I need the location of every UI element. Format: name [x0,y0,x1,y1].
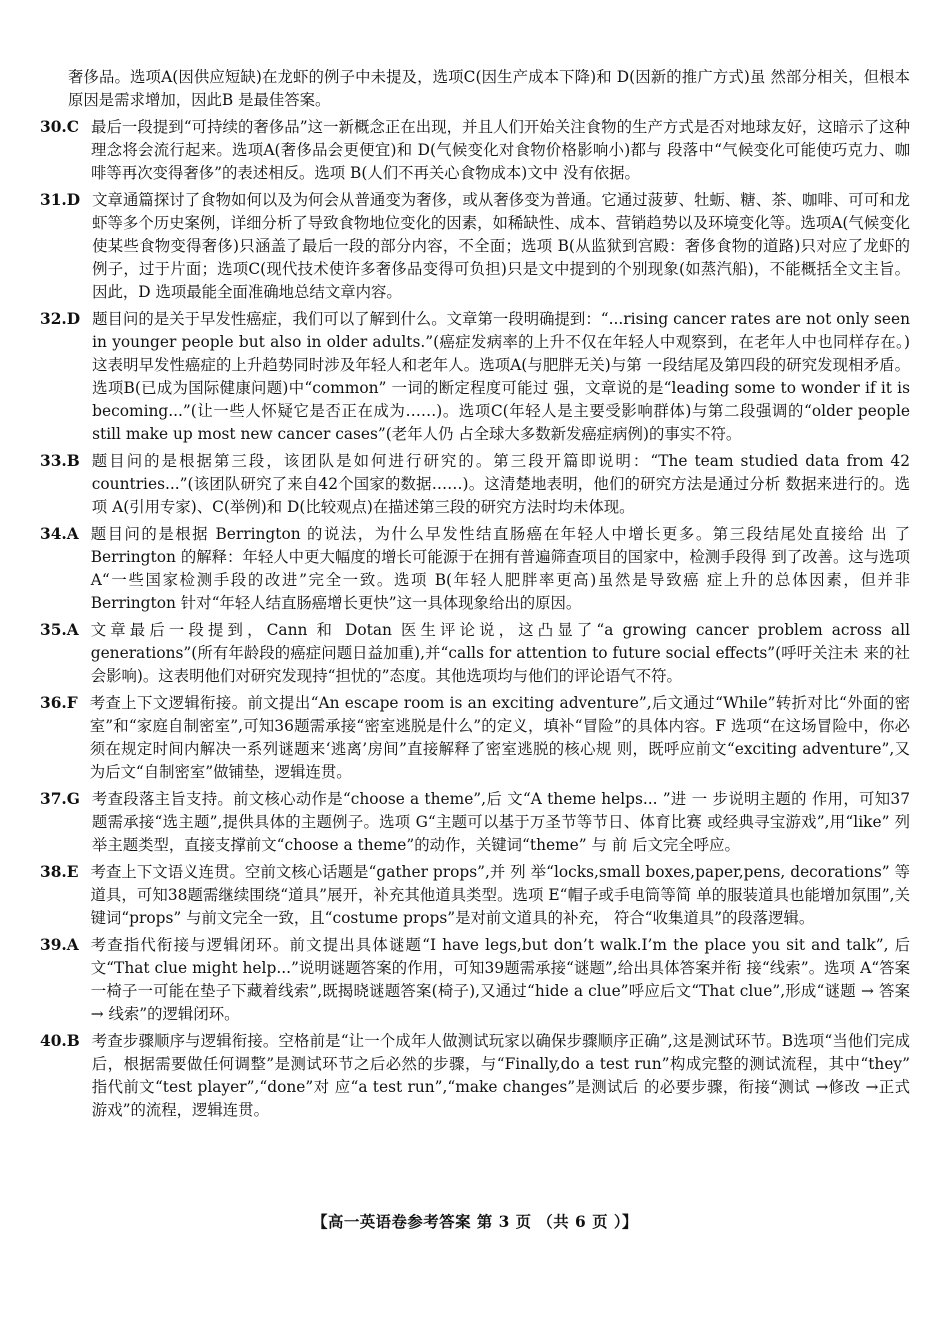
answer-number: 33.B [40,452,80,470]
answer-explanation: 最后一段提到“可持续的奢侈品”这一新概念正在出现，并且人们开始关注食物的生产方式是否对地球友好，这暗示了这种理念将会流行起来。选项A(奢侈品会更便宜)和 D(气候变化对食物价格影响小)都与 段落中“气候变化可能使巧克力、咖啡等再次变得奢侈”的表述相反。选项 B(人们不再关心食物成本)文中 没有依据。 [91,118,910,182]
answer-explanation: 题目问的是关于早发性癌症，我们可以了解到什么。文章第一段明确提到：“...rising cancer rates are not only seen in younger people but also in older adults.”(癌症发病率的上升不仅在年轻人中观察到，在老年人中也同样存在。)这表明早发性癌症的上升趋势同时涉及年轻人和老年人。选项A(与肥胖无关)与第 一段结尾及第四段的研究发现相矛盾。选项B(已成为国际健康问题)中“common” 一词的断定程度可能过 强，文章说的是“leading some to wonder if it is becoming...”(让一些人怀疑它是否正在成为……)。选项C(年轻人是主要受影响群体)与第二段强调的“older people still make up most new cancer cases”(老年人仍 占全球大多数新发癌症病例)的事实不符。 [92,310,910,443]
answer-item-40 [40,1030,910,1122]
answer-item-31 [40,189,910,304]
answer-explanation: 考查步骤顺序与逻辑衔接。空格前是“让一个成年人做测试玩家以确保步骤顺序正确”,这是测试环节。B选项“当他们完成后，根据需要做任何调整”是测试环节之后必然的步骤，与“Finally,do a test run”构成完整的测试流程，其中“they” 指代前文“test player”,“done”对 应“a test run”,“make changes”是测试后 的必要步骤，衔接“测试 →修改 →正式游戏”的流程，逻辑连贯。 [91,1032,910,1119]
answer-explanation: 考查上下文语义连贯。空前文核心话题是“gather props”,并 列 举“locks,small boxes,paper,pens, decorations” 等道具，可知38题需继续围绕“道具”展开，补充其他道具类型。选项 E“帽子或手电筒等简 单的服装道具也能增加氛围”,关键词“props” 与前文完全一致，且“costume props”是对前文道具的补充， 符合“收集道具”的段落逻辑。 [90,863,910,927]
answer-number: 30.C [40,118,80,136]
answer-number: 34.A [40,525,79,543]
answer-number: 37.G [40,790,80,808]
answer-number: 31.D [40,191,81,209]
answer-number: 32.D [40,310,81,328]
answer-explanation: 考查指代衔接与逻辑闭环。前文提出具体谜题“I have legs,but don’t walk.I’m the place you sit and talk”, 后文“That clue might help...”说明谜题答案的作用，可知39题需承接“谜题”,给出具体答案并衔 接“线索”。选项 A“答案一椅子一可能在垫子下藏着线索”,既揭晓谜题答案(椅子),又通过“hide a clue”呼应后文“That clue”,形成“谜题 → 答案 → 线索”的逻辑闭环。 [90,936,910,1023]
answer-explanation: 题目问的是根据第三段，该团队是如何进行研究的。第三段开篇即说明：“The team studied data from 42 countries...”(该团队研究了来自42个国家的数据……)。这清楚地表明，他们的研究方法是通过分析 数据来进行的。选项 A(引用专家)、C(举例)和 D(比较观点)在描述第三段的研究方法时均未体现。 [91,452,910,516]
answer-item-33 [40,450,910,519]
answer-item-34 [40,523,910,615]
answer-number: 38.E [40,863,79,881]
answer-item-36 [40,692,910,784]
answer-number: 39.A [40,936,79,954]
answer-item-39 [40,934,910,1026]
answer-item-35 [40,619,910,688]
answer-item-30 [40,116,910,185]
answer-explanation: 文章通篇探讨了食物如何以及为何会从普通变为奢侈，或从奢侈变为普通。它通过菠萝、牡蛎、糖、茶、咖啡、可可和龙虾等多个历史案例，详细分析了导致食物地位变化的因素，如稀缺性、成本、营销趋势以及环境变化等。选项A(气候变化使某些食物变得奢侈)只涵盖了最后一段的部分内容，不全面；选项 B(从监狱到宫殿：奢侈食物的道路)只对应了龙虾的例子，过于片面；选项C(现代技术使许多奢侈品变得可负担)只是文中提到的个别现象(如蒸汽船)，不能概括全文主旨。因此，D 选项最能全面准确地总结文章内容。 [92,191,910,301]
answer-explanation: 考查上下文逻辑衔接。前文提出“An escape room is an exciting adventure”,后文通过“While”转折对比“外面的密室”和“家庭自制密室”,可知36题需承接“密室逃脱是什么”的定义，填补“冒险”的具体内容。F 选项“在这场冒险中，你必须在规定时间内解决一系列谜题来‘逃离’房间”直接解释了密室逃脱的核心规 则，既呼应前文“exciting adventure”,又为后文“自制密室”做铺垫，逻辑连贯。 [89,694,910,781]
answer-page [40,66,910,1126]
answer-number: 36.F [40,694,78,712]
intro-paragraph: 奢侈品。选项A(因供应短缺)在龙虾的例子中未提及，选项C(因生产成本下降)和 D(因新的推广方式)虽 然部分相关，但根本原因是需求增加，因此B 是最佳答案。 [68,68,910,109]
page-footer: 【高一英语卷参考答案 第 3 页 （共 6 页 ）】 [312,1213,638,1231]
answer-explanation: 文章最后一段提到，Cann 和 Dotan 医生评论说，这凸显了“a growing cancer problem across all generations”(所有年龄段的癌症问题日益加重),并“calls for attention to future social effects”(呼吁关注未 来的社会影响)。这表明他们对研究发现持“担忧的”态度。其他选项均与他们的评论语气不符。 [90,621,910,685]
answer-number: 35.A [40,621,79,639]
answer-explanation: 题目问的是根据 Berrington 的说法，为什么早发性结直肠癌在年轻人中增长更多。第三段结尾处直接给 出 了Berrington 的解释：年轻人中更大幅度的增长可能源于在拥有普遍筛查项目的国家中，检测手段得 到了改善。这与选项 A“一些国家检测手段的改进”完全一致。选项 B(年轻人肥胖率更高)虽然是导致癌 症上升的总体因素，但并非 Berrington 针对“年轻人结直肠癌增长更快”这一具体现象给出的原因。 [90,525,910,612]
answer-explanation: 考查段落主旨支持。前文核心动作是“choose a theme”,后 文“A theme helps... ”进 一 步说明主题的 作用，可知37题需承接“选主题”,提供具体的主题例子。选项 G“主题可以基于万圣节等节日、体育比赛 或经典寻宝游戏”,用“like” 列举主题类型，直接支撑前文“choose a theme”的动作，关键词“theme” 与 前 后文完全呼应。 [91,790,910,854]
answer-item-37 [40,788,910,857]
answer-number: 40.B [40,1032,80,1050]
answer-item-32 [40,308,910,446]
answer-item-38 [40,861,910,930]
